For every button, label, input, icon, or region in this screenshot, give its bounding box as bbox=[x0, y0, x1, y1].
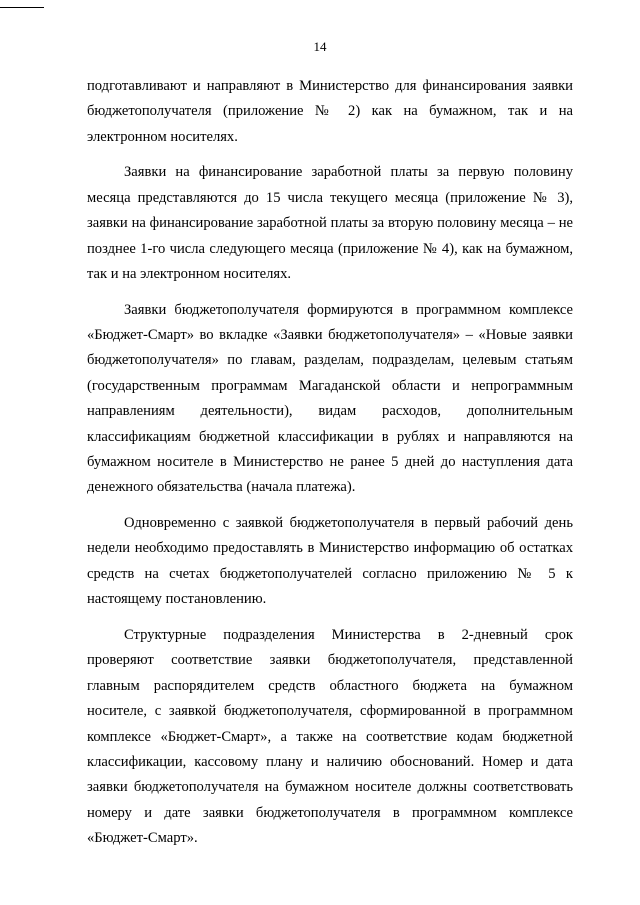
paragraph-verification: Структурные подразделения Министерства в 2-дневный срок проверяют соответствие заявки бюджетополучателя, представленной главным распорядителем средств областного бюджета на бумажном носителе, с заявкой бюджетополучателя, сформированной в программном комплексе «Бюджет-Смарт», а также на соответствие кодам бюджетной классификации, кассовому плану и наличию обоснований. Номер и дата заявки бюджетополучателя на бумажном носителе должны соответствовать номеру и дате заявки бюджетополучателя в программном комплексе «Бюджет-Смарт». bbox=[87, 626, 573, 847]
document-body bbox=[87, 74, 573, 862]
paragraph-budget-smart-forming: Заявки бюджетополучателя формируются в программном комплексе «Бюджет-Смарт» во вкладке «Заявки бюджетополучателя» – «Новые заявки бюджетополучателя» по главам, разделам, подразделам, целевым статьям (государственным программам Магаданской области и непрограммным направлениям деятельности), видам расходов, дополнительным классификациям бюджетной классификации в рублях и направляются на бумажном носителе в Министерство не ранее 5 дней до наступления дата денежного обязательства (начала платежа). bbox=[87, 301, 573, 496]
paragraph-salary-requests: Заявки на финансирование заработной платы за первую половину месяца представляются до 15 числа текущего месяца (приложение № 3), заявки на финансирование заработной платы за вторую половину месяца – не позднее 1-го числа следующего месяца (приложение № 4), как на бумажном, так и на электронном носителях. bbox=[87, 164, 573, 283]
scan-corner-line bbox=[0, 7, 44, 8]
paragraph-continuation: подготавливают и направляют в Министерство для финансирования заявки бюджетополучателя (приложение № 2) как на бумажном, так и на электронном носителях. bbox=[87, 78, 573, 145]
page-number: 14 bbox=[313, 39, 327, 54]
scan-edge bbox=[0, 0, 4, 905]
paragraph-balance-information: Одновременно с заявкой бюджетополучателя в первый рабочий день недели необходимо предоставлять в Министерство информацию об остатках средств на счетах бюджетополучателей согласно приложению № 5 к настоящему постановлению. bbox=[87, 515, 573, 608]
